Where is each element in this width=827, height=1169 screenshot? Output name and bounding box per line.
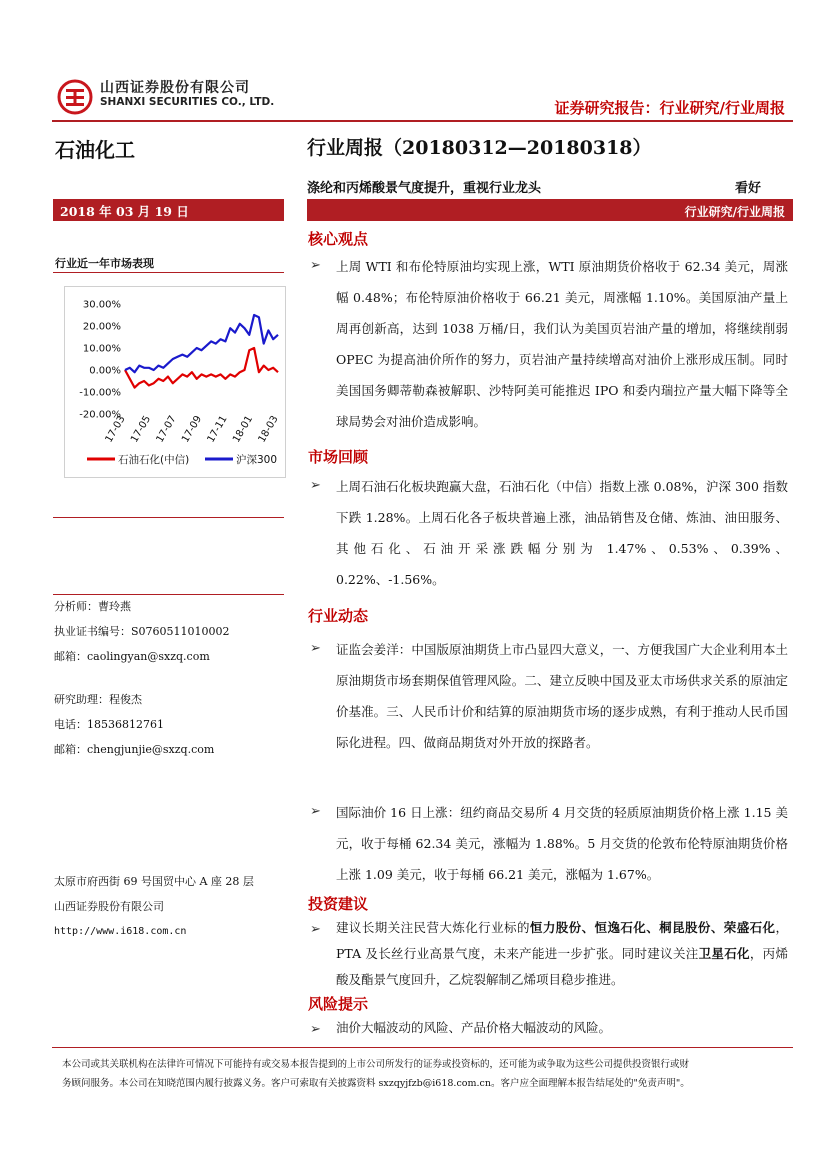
company-address bbox=[54, 869, 254, 944]
bullet-icon: ➢ bbox=[310, 922, 321, 937]
bullet-icon: ➢ bbox=[310, 478, 321, 493]
analyst-email[interactable]: 邮箱：caolingyan@sxzq.com bbox=[54, 650, 210, 663]
assistant-phone: 电话：18536812761 bbox=[54, 718, 164, 731]
section-title-risk: 风险提示 bbox=[308, 995, 369, 1013]
bullet-icon: ➢ bbox=[310, 258, 321, 273]
chart-title: 行业近一年市场表现 bbox=[55, 257, 154, 270]
assistant-email[interactable]: 邮箱：chengjunjie@sxzq.com bbox=[54, 743, 215, 756]
report-title: 行业周报（20180312—20180318） bbox=[307, 137, 652, 159]
section-news-para-2: 国际油价 16 日上涨：纽约商品交易所 4 月交货的轻质原油期货价格上涨 1.15 美元，收于每桶 62.34 美元，涨幅为 1.88%。5 月交货的伦敦布伦特原油期货价格上涨 1.09 美元，收于每桶 66.21 美元，涨幅为 1.67%。 bbox=[336, 805, 788, 882]
header-rule bbox=[52, 120, 793, 122]
x-tick-label: 17-07 bbox=[154, 414, 179, 445]
chart-title-rule bbox=[53, 272, 284, 273]
x-tick-label: 17-05 bbox=[129, 414, 154, 445]
market-chart-svg bbox=[65, 287, 285, 477]
report-subtitle: 涤纶和丙烯酸景气度提升，重视行业龙头 bbox=[307, 181, 542, 196]
y-tick-label: -20.00% bbox=[79, 409, 121, 421]
y-tick-label: 30.00% bbox=[82, 299, 121, 311]
section-invest-para bbox=[336, 915, 788, 993]
section-title-core: 核心观点 bbox=[308, 230, 369, 248]
x-tick-label: 17-11 bbox=[205, 414, 230, 445]
x-tick-label: 18-01 bbox=[231, 414, 256, 445]
section-news-para-1: 证监会姜洋：中国版原油期货上市凸显四大意义，一、方便我国广大企业利用本土原油期货市场套期保值管理风险。二、建立反映中国及亚太市场供求关系的原油定价基准。三、人民币计价和结算的原油期货市场的逐步成熟，有利于推动人民币国际化进程。四、做商品期货对外开放的探路者。 bbox=[336, 642, 788, 750]
series-line bbox=[125, 315, 278, 372]
section-title-news: 行业动态 bbox=[308, 607, 369, 625]
bullet-icon: ➢ bbox=[310, 1022, 321, 1037]
company-url[interactable]: http://www.i618.com.cn bbox=[54, 926, 187, 937]
y-tick-label: 0.00% bbox=[89, 365, 121, 377]
bullet-icon: ➢ bbox=[310, 641, 321, 656]
market-chart bbox=[64, 286, 286, 478]
rating: 看好 bbox=[735, 181, 762, 196]
bullet-icon: ➢ bbox=[310, 804, 321, 819]
address-line: 太原市府西街 69 号国贸中心 A 座 28 层 bbox=[54, 875, 254, 888]
company-name-en: SHANXI SECURITIES CO., LTD. bbox=[100, 96, 275, 108]
address-company: 山西证券股份有限公司 bbox=[54, 900, 164, 913]
category-label: 行业研究/行业周报 bbox=[684, 205, 785, 219]
report-date: 2018 年 03 月 19 日 bbox=[60, 204, 189, 219]
section-title-invest: 投资建议 bbox=[308, 895, 369, 913]
company-name-cn: 山西证券股份有限公司 bbox=[100, 80, 250, 96]
section-title-market: 市场回顾 bbox=[308, 448, 369, 466]
analyst-info bbox=[54, 594, 230, 762]
x-tick-label: 17-03 bbox=[103, 414, 128, 445]
x-tick-label: 17-09 bbox=[180, 414, 205, 445]
invest-stock-2: 卫星石化 bbox=[698, 946, 750, 961]
sidebar-rule-1 bbox=[53, 517, 284, 518]
y-tick-label: -10.00% bbox=[79, 387, 121, 399]
y-tick-label: 10.00% bbox=[82, 343, 121, 355]
invest-stocks: 恒力股份、恒逸石化、桐昆股份、荣盛石化 bbox=[529, 920, 776, 935]
footer-rule bbox=[52, 1047, 793, 1048]
analyst-name: 分析师：曹玲燕 bbox=[54, 600, 131, 613]
disclaimer bbox=[62, 1055, 772, 1093]
invest-text-2: ，PTA 及长丝行业高景气度，未来产能进一步扩张。同时建议关注 bbox=[336, 920, 788, 961]
invest-text-1: 建议长期关注民营大炼化行业标的 bbox=[336, 920, 530, 935]
legend-label: 沪深300 bbox=[236, 454, 278, 466]
section-core-para: 上周 WTI 和布伦特原油均实现上涨，WTI 原油期货价格收于 62.34 美元，周涨幅 0.48%；布伦特原油价格收于 66.21 美元，周涨幅 1.10%。美国原油产量上周再创新高，达到 1038 万桶/日，我们认为美国页岩油产量的增加，将继续削弱 OPEC 为提高油价所作的努力，页岩油产量持续增高对油价上涨形成压制。同时美国国务卿蒂勒森被解职、沙特阿美可能推迟 IPO 和委内瑞拉产量大幅下降等全球局势会对油价造成影响。 bbox=[336, 259, 788, 429]
assistant-name: 研究助理：程俊杰 bbox=[54, 693, 142, 706]
industry-name: 石油化工 bbox=[55, 138, 135, 162]
company-logo bbox=[57, 79, 93, 115]
legend-label: 石油石化(中信) bbox=[118, 454, 190, 466]
analyst-cert: 执业证书编号：S0760511010002 bbox=[54, 625, 230, 638]
x-tick-label: 18-03 bbox=[256, 414, 281, 445]
invest-text-3: ，丙烯酸及酯景气度回升，乙烷裂解制乙烯项目稳步推进。 bbox=[336, 946, 788, 987]
y-tick-label: 20.00% bbox=[82, 321, 121, 333]
disclaimer-line-1: 本公司或其关联机构在法律许可情况下可能持有或交易本报告提到的上市公司所发行的证券或投资标的，还可能为或争取为这些公司提供投资银行或财 bbox=[62, 1059, 690, 1070]
disclaimer-line-2: 务顾问服务。本公司在知晓范围内履行披露义务。客户可索取有关披露资料 sxzqyjfzb@i618.com.cn。客户应全面理解本报告结尾处的"免责声明"。 bbox=[62, 1078, 690, 1089]
section-risk-para: 油价大幅波动的风险、产品价格大幅波动的风险。 bbox=[336, 1020, 612, 1035]
report-type: 证券研究报告：行业研究/行业周报 bbox=[554, 99, 785, 117]
logo-icon bbox=[57, 79, 93, 115]
section-market-para: 上周石油石化板块跑赢大盘，石油石化（中信）指数上涨 0.08%，沪深 300 指数下跌 1.28%。上周石化各子板块普遍上涨，油品销售及仓储、炼油、油田服务、其他石化、石油开采涨跌幅分别为 1.47%、0.53%、0.39%、0.22%、-1.56%。 bbox=[336, 479, 788, 587]
